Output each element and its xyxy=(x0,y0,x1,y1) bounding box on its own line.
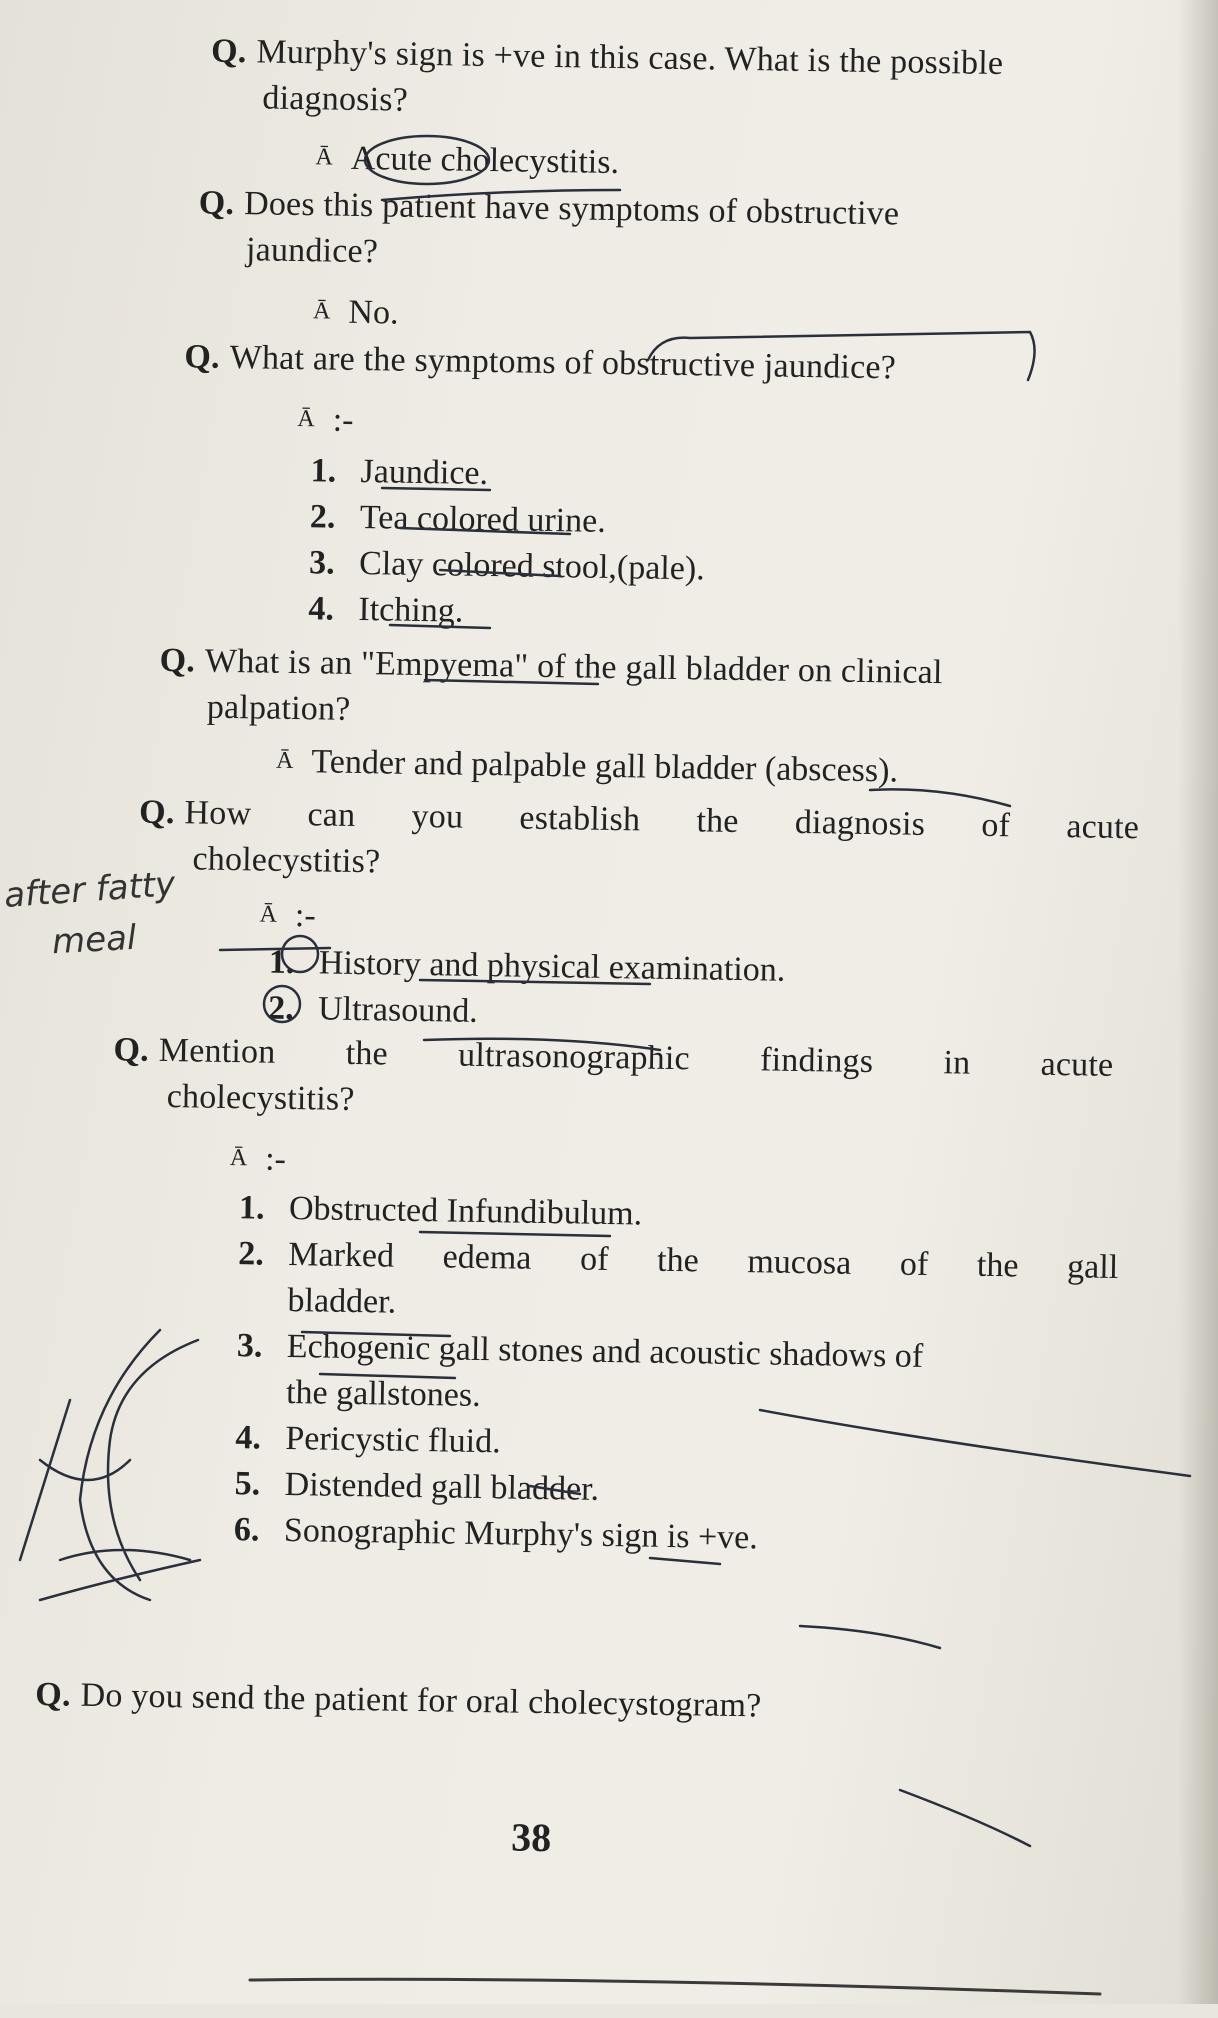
symptoms-list xyxy=(308,448,1111,645)
handwritten-note-line2: meal xyxy=(51,917,138,963)
answer-4 xyxy=(276,742,899,795)
findings-list xyxy=(234,1185,1120,1567)
list-number: 2. xyxy=(238,1235,265,1273)
list-text: Pericystic fluid. xyxy=(285,1419,501,1461)
question-5 xyxy=(138,790,1139,898)
question-7 xyxy=(35,1672,1096,1735)
list-text: Distended gall bladder. xyxy=(284,1465,600,1508)
answer-text: No. xyxy=(348,293,399,332)
list-text: Clay colored stool,(pale). xyxy=(358,545,705,588)
list-number: 4. xyxy=(308,590,335,628)
question-text-cont: palpation? xyxy=(206,688,351,728)
answer-symbol: Ā xyxy=(275,747,294,774)
list-text: Itching. xyxy=(358,590,464,630)
list-number: 2. xyxy=(267,989,294,1028)
list-item xyxy=(237,1231,1118,1337)
answer-2 xyxy=(313,292,399,336)
question-text-cont: cholecystitis? xyxy=(192,840,381,881)
list-text: Obstructed Infundibulum. xyxy=(288,1189,643,1233)
answer-3 xyxy=(297,400,354,444)
handwritten-note-line1: after fatty xyxy=(2,864,177,916)
question-label: Q. xyxy=(113,1031,150,1069)
question-text-cont: diagnosis? xyxy=(262,79,409,119)
question-2 xyxy=(198,180,1159,287)
list-text: Marked edema of the mucosa of the gall xyxy=(288,1235,1119,1287)
answer-symbol: Ā xyxy=(315,144,334,171)
list-number: 2. xyxy=(309,498,336,536)
question-text: Does this patient have symptoms of obstructive xyxy=(243,185,900,233)
list-item xyxy=(236,1323,1117,1429)
answer-text: Tender and palpable gall bladder (abscess). xyxy=(311,743,899,790)
list-text-cont: the gallstones. xyxy=(285,1373,481,1415)
question-text-cont: jaundice? xyxy=(245,231,379,271)
list-number: 1. xyxy=(238,1189,265,1227)
question-text: What are the symptoms of obstructive jaundice? xyxy=(229,338,897,387)
list-text: History and physical examination. xyxy=(318,944,786,989)
question-label: Q. xyxy=(159,641,196,680)
question-text-cont: cholecystitis? xyxy=(166,1078,355,1118)
question-text: Do you send the patient for oral cholecystogram? xyxy=(80,1676,762,1725)
list-number: 3. xyxy=(236,1327,263,1365)
answer-text: :- xyxy=(294,897,317,935)
list-text: Ultrasound. xyxy=(317,990,479,1030)
list-number: 1. xyxy=(268,943,295,982)
question-label: Q. xyxy=(198,184,235,222)
question-text: Murphy's sign is +ve in this case. What is the possible xyxy=(256,33,1004,83)
question-label: Q. xyxy=(184,338,221,376)
answer-symbol: Ā xyxy=(259,901,278,928)
list-number: 5. xyxy=(234,1465,261,1503)
answer-6 xyxy=(229,1139,286,1183)
answer-symbol: Ā xyxy=(312,298,331,325)
list-text-cont: bladder. xyxy=(287,1281,397,1321)
question-6 xyxy=(112,1027,1113,1135)
question-label: Q. xyxy=(210,32,247,71)
list-number: 3. xyxy=(308,544,335,582)
list-number: 6. xyxy=(233,1511,260,1549)
answer-symbol: Ā xyxy=(229,1145,248,1172)
question-text: Mention the ultrasonographic findings in acute xyxy=(158,1031,1114,1084)
question-1 xyxy=(210,29,1171,136)
list-number: 4. xyxy=(235,1419,262,1457)
list-text: Tea colored urine. xyxy=(359,499,607,540)
question-label: Q. xyxy=(138,793,175,832)
page-number: 38 xyxy=(510,1814,552,1861)
answer-1 xyxy=(315,138,619,186)
diagnosis-list xyxy=(268,940,1069,1045)
question-label: Q. xyxy=(35,1676,71,1714)
answer-text: :- xyxy=(332,401,354,439)
list-text: Echogenic gall stones and acoustic shadows of xyxy=(286,1327,924,1375)
question-3 xyxy=(184,334,1145,395)
question-text: What is an "Empyema" of the gall bladder on clinical xyxy=(204,642,943,692)
question-text: How can you establish the diagnosis of acute xyxy=(184,794,1140,847)
answer-symbol: Ā xyxy=(297,406,315,433)
answer-text: :- xyxy=(264,1140,287,1178)
list-text: Jaundice. xyxy=(360,453,489,493)
answer-text: Acute cholecystitis. xyxy=(350,139,620,182)
list-text: Sonographic Murphy's sign is +ve. xyxy=(283,1511,759,1557)
list-number: 1. xyxy=(310,452,337,490)
question-4 xyxy=(159,638,1140,745)
answer-5 xyxy=(259,895,316,939)
